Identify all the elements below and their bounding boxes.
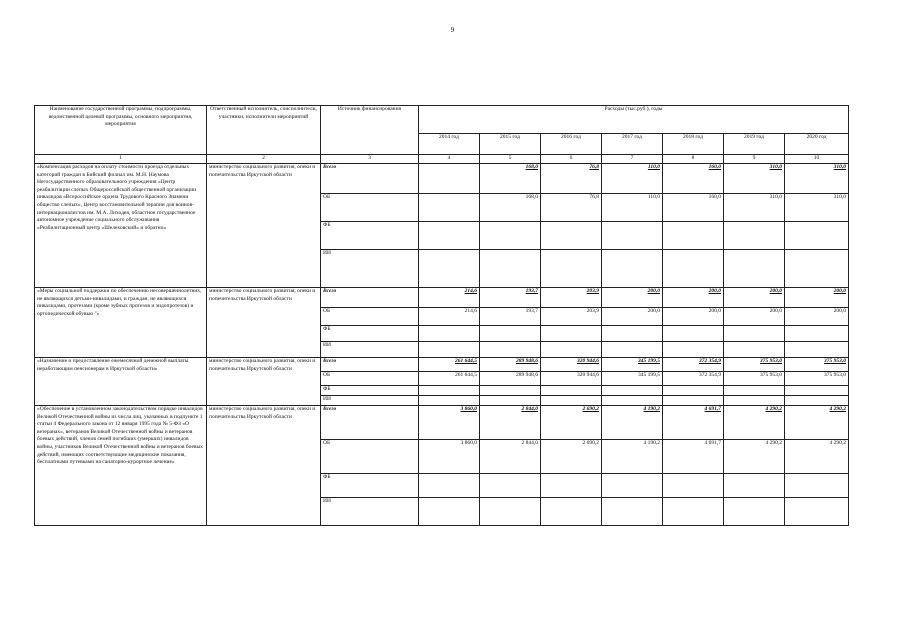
column-number: 2 — [207, 155, 321, 164]
expense-value — [724, 250, 785, 288]
table-row — [35, 406, 849, 440]
expense-value: 160,0 — [663, 194, 724, 222]
expense-value: 214,6 — [419, 288, 480, 308]
expense-value: 2 690,2 — [541, 406, 602, 440]
expense-value: 375 953,0 — [785, 372, 849, 386]
expense-value: 4 190,2 — [602, 406, 663, 440]
expense-value — [663, 474, 724, 498]
header-year: 2015 год — [480, 134, 541, 155]
expense-value: 193,7 — [480, 288, 541, 308]
expense-value: 200,0 — [602, 288, 663, 308]
table-row — [35, 288, 849, 308]
expense-value: 345 199,5 — [602, 372, 663, 386]
expense-value: 200,0 — [663, 308, 724, 326]
expense-value — [785, 474, 849, 498]
expense-value — [480, 498, 541, 526]
expense-value — [419, 164, 480, 194]
expense-value — [663, 386, 724, 396]
expense-value — [419, 222, 480, 250]
expense-value: 2 844,0 — [480, 406, 541, 440]
expense-value — [602, 498, 663, 526]
expense-value: 203,9 — [541, 288, 602, 308]
header-year: 2017 год — [602, 134, 663, 155]
expense-value — [480, 474, 541, 498]
expense-value: 200,0 — [785, 308, 849, 326]
expense-value — [785, 222, 849, 250]
expense-value: 110,0 — [602, 164, 663, 194]
measure-executor: министерство социального развития, опеки и попечительства Иркутской области — [207, 288, 321, 358]
header-expenses: Расходы (тыс.руб.), годы — [419, 106, 849, 134]
expense-value — [663, 342, 724, 358]
expense-value — [419, 326, 480, 342]
expense-value — [480, 250, 541, 288]
expense-value — [602, 326, 663, 342]
expense-value — [724, 326, 785, 342]
expense-value — [663, 326, 724, 342]
expense-value: 168,0 — [480, 164, 541, 194]
funding-source: Всего — [321, 358, 419, 372]
expense-value: 3 860,0 — [419, 440, 480, 474]
expense-value — [541, 396, 602, 406]
expense-value: 4 290,2 — [724, 406, 785, 440]
expense-value — [785, 326, 849, 342]
expense-value — [724, 498, 785, 526]
expense-value — [541, 498, 602, 526]
expense-value — [480, 326, 541, 342]
measure-executor: министерство социального развития, опеки и попечительства Иркутской области — [207, 164, 321, 288]
expense-value — [785, 386, 849, 396]
expense-value — [602, 250, 663, 288]
expense-value: 200,0 — [602, 308, 663, 326]
expense-value: 4 290,2 — [785, 440, 849, 474]
expense-value: 168,0 — [480, 194, 541, 222]
expense-value: 2 690,2 — [541, 440, 602, 474]
expense-value — [602, 222, 663, 250]
column-number: 8 — [663, 155, 724, 164]
expense-value: 375 953,0 — [785, 358, 849, 372]
expense-value: 372 354,9 — [663, 358, 724, 372]
expense-value: 375 953,0 — [724, 358, 785, 372]
expense-value — [480, 342, 541, 358]
column-number: 9 — [724, 155, 785, 164]
expense-value — [663, 396, 724, 406]
expense-value: 4 691,7 — [663, 440, 724, 474]
expense-value — [541, 474, 602, 498]
funding-source: ОБ — [321, 194, 419, 222]
funding-source: ФБ — [321, 222, 419, 250]
expense-value — [419, 498, 480, 526]
column-number: 7 — [602, 155, 663, 164]
column-number: 3 — [321, 155, 419, 164]
header-year: 2019 год — [724, 134, 785, 155]
expense-value: 4 290,2 — [724, 440, 785, 474]
expense-value: 200,0 — [724, 308, 785, 326]
expense-value: 200,0 — [724, 288, 785, 308]
expense-value: 310,0 — [785, 164, 849, 194]
expense-value — [602, 396, 663, 406]
funding-source: ОБ — [321, 372, 419, 386]
expense-value — [724, 342, 785, 358]
expense-value: 2 844,0 — [480, 440, 541, 474]
expense-value: 200,0 — [663, 288, 724, 308]
expense-value: 310,0 — [724, 164, 785, 194]
measure-name: «Компенсация расходов на оплату стоимости проезда отдельных категорий граждан в Бийский филиал им. М.Н. Наумова Негосударственного образовательного учреждения «Центр реабилитации слепых Общероссийской общественной организации инвалидов «Всероссийское ордена Трудового Красного Знамени общество слепых», Центр восстановительной терапии для воинов-интернационалистов им. М.А. Лиходея, областное государственное автономное учреждение социального обслуживания «Реабилитационный центр «Шелеховский» и обратно» — [35, 164, 207, 288]
expense-value — [602, 474, 663, 498]
header-year: 2018 год — [663, 134, 724, 155]
expense-value: 160,0 — [663, 164, 724, 194]
expense-value — [419, 396, 480, 406]
header-year: 2014 год — [419, 134, 480, 155]
expense-value: 76,8 — [541, 194, 602, 222]
expense-value — [663, 222, 724, 250]
expense-value — [541, 342, 602, 358]
expense-value — [541, 386, 602, 396]
page-number: 9 — [450, 26, 455, 34]
funding-source: ОБ — [321, 440, 419, 474]
measure-executor: министерство социального развития, опеки и попечительства Иркутской области — [207, 358, 321, 406]
expense-value — [785, 396, 849, 406]
expense-value — [724, 396, 785, 406]
column-number: 4 — [419, 155, 480, 164]
expense-value — [480, 396, 541, 406]
header-name: Наименование государственной программы, подпрограммы, ведомственной целевой программы, основного мероприятия, мероприятия — [35, 106, 207, 155]
expense-value — [541, 250, 602, 288]
expense-value: 375 953,0 — [724, 372, 785, 386]
expense-value — [419, 386, 480, 396]
column-number: 6 — [541, 155, 602, 164]
expense-value — [785, 250, 849, 288]
expense-value — [602, 386, 663, 396]
expense-value — [419, 474, 480, 498]
funding-source: ФБ — [321, 386, 419, 396]
expense-value: 289 948,6 — [480, 358, 541, 372]
financing-table — [34, 105, 849, 526]
expense-value — [541, 222, 602, 250]
expense-value — [724, 386, 785, 396]
measure-name: «Назначение и предоставление ежемесячной денежной выплаты неработающим пенсионерам в Иркутской области» — [35, 358, 207, 406]
expense-value — [663, 498, 724, 526]
expense-value — [480, 222, 541, 250]
funding-source: Всего — [321, 288, 419, 308]
measure-name: «Обеспечение в установленном законодательством порядке инвалидов Великой Отечественной войны из числа лиц, указанных в подпункте 1 статьи 4 Федерального закона от 12 января 1995 года № 5-ФЗ «О ветеранах», ветеранов Великой Отечественной войны и ветеранов боевых действий, членов семей погибших (умерших) инвалидов войны, участников Великой Отечественной войны и ветеранов боевых действий, имеющих соответствующие медицинские показания, бесплатными путевками на санаторно-курортное лечение» — [35, 406, 207, 526]
expense-value — [724, 222, 785, 250]
funding-source: ИИ — [321, 250, 419, 288]
expense-value: 110,0 — [602, 194, 663, 222]
expense-value: 345 199,5 — [602, 358, 663, 372]
expense-value: 200,0 — [785, 288, 849, 308]
expense-value: 372 354,9 — [663, 372, 724, 386]
measure-name: «Меры социальной поддержки по обеспечению несовершеннолетних, не являющихся детьми-инвалидами, и граждан, не являющихся инвалидами, протезами (кроме зубных протезов и эндопротезов) и ортопедической обувью "» — [35, 288, 207, 358]
expense-value: 320 944,6 — [541, 358, 602, 372]
expense-value — [785, 498, 849, 526]
column-number: 10 — [785, 155, 849, 164]
expense-value — [785, 342, 849, 358]
expense-value: 4 290,2 — [785, 406, 849, 440]
expense-value: 261 644,5 — [419, 372, 480, 386]
expense-value: 289 948,6 — [480, 372, 541, 386]
funding-source: ИИ — [321, 498, 419, 526]
header-source: Источник финансирования — [321, 106, 419, 155]
header-year: 2020 год — [785, 134, 849, 155]
expense-value: 193,7 — [480, 308, 541, 326]
expense-value: 4 190,2 — [602, 440, 663, 474]
expense-value: 310,0 — [785, 194, 849, 222]
expense-value: 76,8 — [541, 164, 602, 194]
table-row — [35, 164, 849, 194]
expense-value: 261 644,5 — [419, 358, 480, 372]
expense-value — [724, 474, 785, 498]
measure-executor: министерство социального развития, опеки и попечительства Иркутской области — [207, 406, 321, 526]
header-executor: Ответственный исполнитель, соисполнители, участники, исполнители мероприятий — [207, 106, 321, 155]
expense-value — [602, 342, 663, 358]
funding-source: ИИ — [321, 396, 419, 406]
funding-source: ФБ — [321, 326, 419, 342]
expense-value — [541, 326, 602, 342]
expense-value: 320 944,6 — [541, 372, 602, 386]
expense-value — [419, 342, 480, 358]
column-number: 5 — [480, 155, 541, 164]
expense-value: 3 860,0 — [419, 406, 480, 440]
column-number: 1 — [35, 155, 207, 164]
expense-value — [480, 386, 541, 396]
funding-source: Всего — [321, 164, 419, 194]
funding-source: ИИ — [321, 342, 419, 358]
header-year: 2016 год — [541, 134, 602, 155]
expense-value: 214,6 — [419, 308, 480, 326]
funding-source: ОБ — [321, 308, 419, 326]
funding-source: ФБ — [321, 474, 419, 498]
expense-value — [419, 250, 480, 288]
table-row — [35, 358, 849, 372]
expense-value: 4 691,7 — [663, 406, 724, 440]
expense-value — [663, 250, 724, 288]
expense-value: 310,0 — [724, 194, 785, 222]
expense-value — [419, 194, 480, 222]
expense-value: 203,9 — [541, 308, 602, 326]
funding-source: Всего — [321, 406, 419, 440]
